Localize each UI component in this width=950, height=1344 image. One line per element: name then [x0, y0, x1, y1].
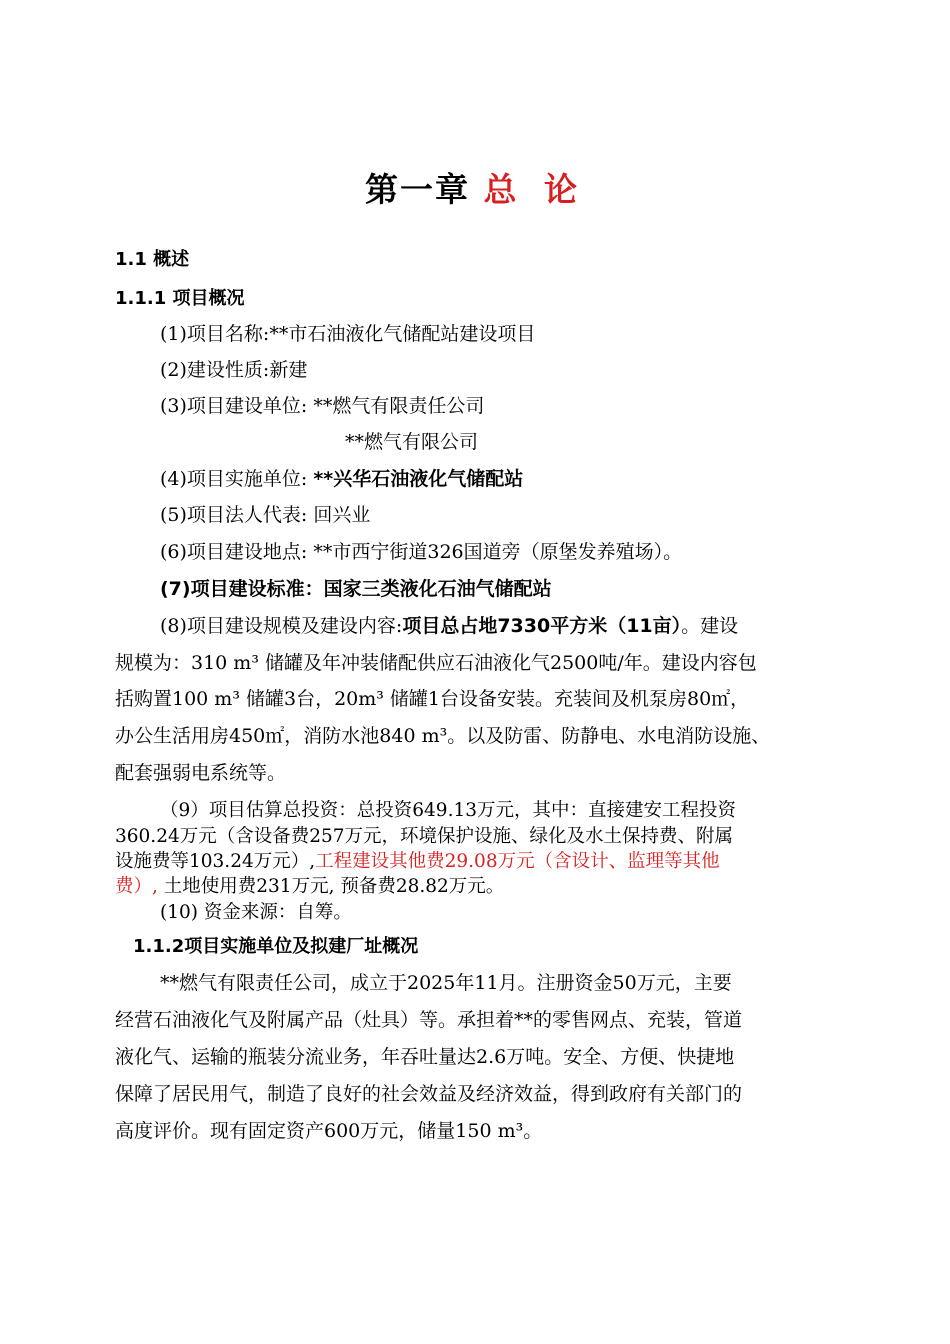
item-8-line-5: 配套强弱电系统等。	[115, 762, 287, 784]
section-1-1-heading: 1.1 概述	[115, 249, 190, 270]
item-8-label: (8)项目建设规模及建设内容:	[160, 615, 403, 637]
company-paragraph-line-5: 高度评价。现有固定资产600万元，储量150 m³。	[115, 1120, 543, 1142]
item-8-line-4: 办公生活用房450㎡，消防水池840 m³。以及防雷、防静电、水电消防设施、	[115, 725, 771, 747]
chapter-prefix: 第一章	[365, 170, 470, 209]
section-1-1-2-heading: 1.1.2项目实施单位及拟建厂址概况	[133, 936, 419, 957]
item-5: (5)项目法人代表: 回兴业	[160, 504, 371, 526]
item-9-line-1: （9）项目估算总投资：总投资649.13万元，其中：直接建安工程投资	[160, 800, 737, 821]
item-4	[160, 467, 523, 491]
company-paragraph-line-1: **燃气有限责任公司，成立于2025年11月。注册资金50万元，主要	[160, 972, 732, 994]
item-9-line-3	[115, 850, 720, 874]
item-1: (1)项目名称:**市石油液化气储配站建设项目	[160, 323, 536, 345]
item-4-label: (4)项目实施单位:	[160, 468, 314, 490]
section-1-1-1-heading: 1.1.1 项目概况	[115, 288, 245, 309]
chapter-name: 总 论	[483, 170, 585, 209]
item-7: (7)项目建设标准：国家三类液化石油气储配站	[160, 578, 552, 600]
item-9-land-reserve-fee: 土地使用费231万元, 预备费28.82万元。	[157, 876, 505, 897]
item-9-line-4	[115, 875, 504, 899]
item-9-other-fee: 工程建设其他费29.08万元（含设计、监理等其他	[315, 851, 720, 872]
item-6: (6)项目建设地点: **市西宁街道326国道旁（原堡发养殖场）。	[160, 541, 683, 563]
item-4-value: **兴华石油液化气储配站	[313, 468, 524, 490]
item-8-line-2: 规模为：310 m³ 储罐及年冲装储配供应石油液化气2500吨/年。建设内容包	[115, 652, 757, 674]
item-8-line-1	[160, 614, 738, 638]
item-3-second-unit: **燃气有限公司	[345, 431, 479, 453]
chapter-title	[0, 164, 950, 211]
item-3: (3)项目建设单位: **燃气有限责任公司	[160, 395, 485, 417]
company-paragraph-line-3: 液化气、运输的瓶装分流业务，年吞吐量达2.6万吨。安全、方便、快捷地	[115, 1046, 735, 1068]
company-paragraph-line-4: 保障了居民用气，制造了良好的社会效益及经济效益，得到政府有关部门的	[115, 1083, 743, 1105]
company-paragraph-line-2: 经营石油液化气及附属产品（灶具）等。承担着**的零售网点、充装，管道	[115, 1009, 743, 1031]
item-10: (10) 资金来源：自筹。	[160, 902, 352, 923]
item-8-line-3: 括购置100 m³ 储罐3台，20m³ 储罐1台设备安装。充装间及机泵房80㎡，	[115, 688, 750, 710]
item-2: (2)建设性质:新建	[160, 359, 308, 381]
item-9-line-2: 360.24万元（含设备费257万元，环境保护设施、绿化及水土保持费、附属	[115, 826, 734, 847]
item-9-facility-fee: 设施费等103.24万元）,	[115, 851, 316, 872]
item-9-other-fee-end: 费）,	[115, 876, 158, 897]
item-8-tail: 。建设	[681, 615, 739, 637]
item-8-area: 项目总占地7330平方米（11亩）	[402, 615, 682, 637]
